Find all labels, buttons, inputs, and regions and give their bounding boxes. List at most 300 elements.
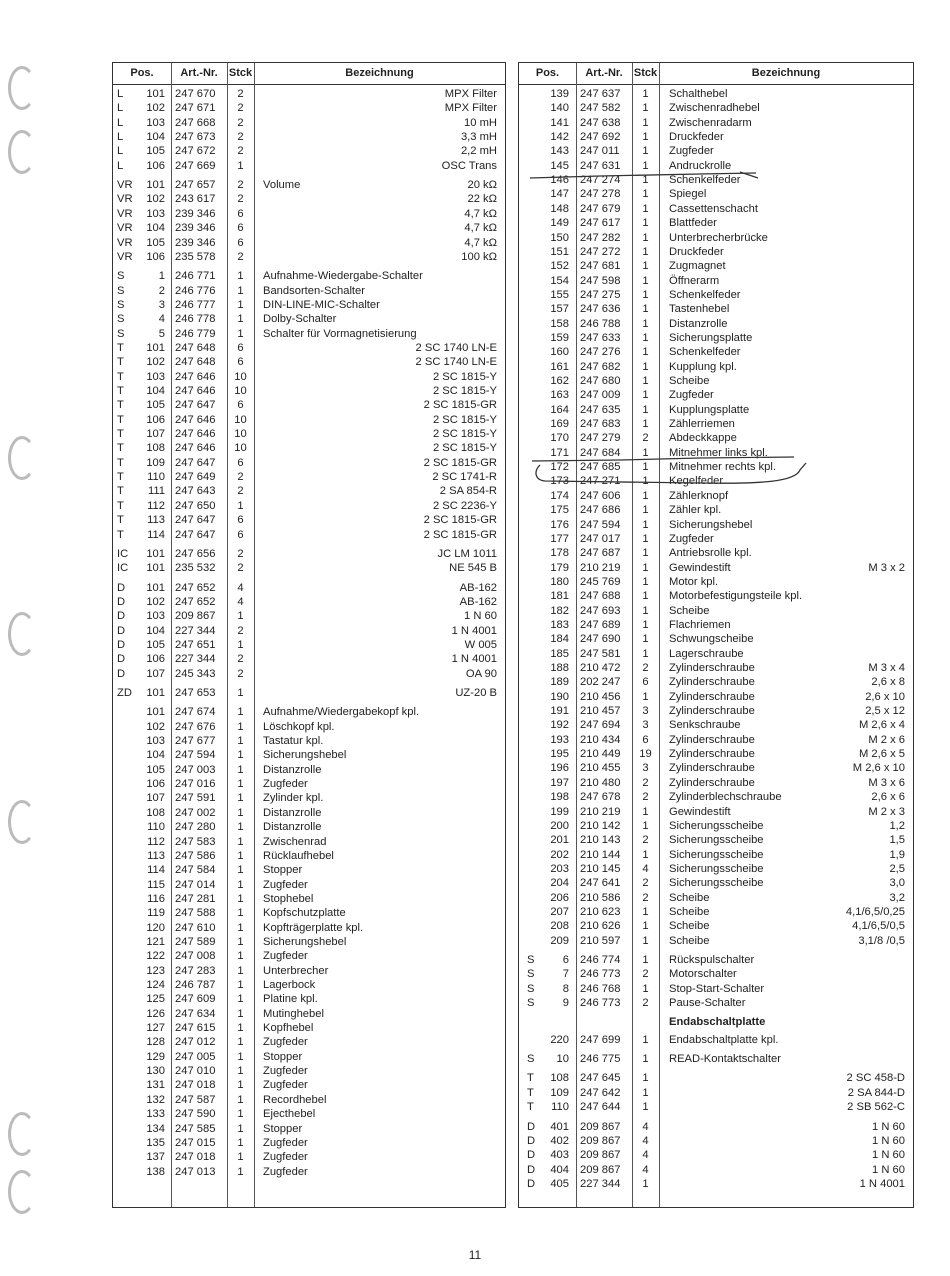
quantity: 2 [642, 877, 649, 890]
quantity: 3 [642, 705, 649, 718]
quantity: 1 [237, 950, 244, 963]
article-number: 247 647 [175, 399, 216, 412]
pos-number: 178 [550, 547, 569, 560]
description: Platine kpl. [263, 993, 318, 1006]
pos-number: 162 [550, 375, 569, 387]
quantity: 1 [237, 327, 244, 340]
description: Lagerschraube [669, 647, 744, 660]
pos-number: 104 [146, 749, 165, 762]
article-number: 247 582 [580, 102, 621, 115]
description: Sicherungsscheibe [669, 834, 764, 847]
description: Zugfeder [263, 1165, 308, 1178]
spec-value: M 3 x 2 [868, 561, 905, 574]
header-pos: Pos. [535, 67, 560, 79]
description: Gewindestift [669, 805, 731, 818]
quantity: 1 [642, 532, 649, 545]
quantity: 1 [642, 547, 649, 560]
quantity: 1 [642, 475, 649, 488]
pos-prefix: L [117, 116, 124, 129]
article-number: 247 653 [175, 687, 216, 699]
header-desc: Bezeichnung [345, 67, 414, 79]
quantity: 10 [234, 385, 247, 397]
pos-number: 206 [550, 891, 569, 904]
article-number: 247 641 [580, 877, 621, 890]
pos-prefix: D [117, 595, 126, 608]
quantity: 2 [237, 624, 244, 637]
quantity: 1 [642, 575, 649, 588]
pos-prefix: T [117, 428, 124, 441]
description: Zylinderblechschraube [669, 791, 782, 804]
quantity: 1 [642, 905, 649, 918]
description: DIN-LINE-MIC-Schalter [263, 298, 380, 311]
pos-number: 106 [146, 653, 165, 666]
quantity: 1 [237, 687, 244, 699]
description: Zugfeder [263, 1036, 308, 1049]
pos-number: 103 [146, 610, 165, 623]
quantity: 1 [237, 720, 244, 733]
article-number: 247 645 [580, 1072, 621, 1085]
article-number: 246 779 [175, 327, 216, 340]
quantity: 1 [642, 260, 649, 273]
pos-number: 141 [550, 116, 569, 129]
article-number: 247 682 [580, 360, 621, 373]
pos-prefix: L [117, 145, 124, 158]
pos-number: 133 [146, 1108, 165, 1121]
quantity: 1 [642, 633, 649, 646]
pos-number: 184 [550, 633, 569, 646]
pos-number: 115 [147, 878, 165, 891]
pos-number: 404 [550, 1163, 569, 1176]
spec-value: 2 SC 1815-GR [423, 399, 497, 412]
quantity: 19 [639, 748, 652, 761]
quantity: 1 [237, 1093, 244, 1106]
description: Zylinderschraube [669, 705, 755, 718]
article-number: 209 867 [580, 1149, 621, 1162]
pos-number: 9 [562, 997, 569, 1010]
description: Scheibe [669, 604, 710, 617]
article-number: 210 623 [580, 905, 621, 918]
article-number: 247 594 [175, 749, 216, 762]
article-number: 247 646 [175, 442, 216, 455]
spec-value: JC LM 1011 [437, 547, 497, 560]
article-number: 247 635 [580, 403, 621, 416]
description: Schenkelfeder [669, 288, 741, 301]
pos-number: 4 [158, 313, 165, 326]
quantity: 1 [642, 1086, 649, 1099]
quantity: 1 [642, 982, 649, 995]
quantity: 1 [237, 763, 244, 776]
spec-value: 20 kΩ [467, 179, 497, 192]
article-number: 247 272 [580, 245, 621, 258]
pos-number: 112 [147, 499, 165, 512]
spec-value: 3,3 mH [460, 131, 497, 144]
pos-number: 122 [146, 950, 165, 963]
article-number: 247 673 [175, 131, 216, 144]
spec-value: 2 SB 562-C [847, 1101, 905, 1114]
article-number: 210 455 [580, 762, 621, 775]
article-number: 247 684 [580, 446, 621, 459]
pos-prefix: T [117, 456, 124, 469]
quantity: 1 [642, 202, 649, 215]
quantity: 6 [237, 236, 244, 249]
quantity: 1 [642, 331, 649, 344]
article-number: 247 280 [175, 821, 216, 834]
quantity: 3 [642, 762, 649, 775]
pos-prefix: S [117, 270, 125, 283]
description: Schenkelfeder [669, 174, 741, 187]
spec-value: 2 SC 1740 LN-E [415, 356, 497, 369]
pos-prefix: L [117, 102, 124, 115]
pos-prefix: IC [117, 547, 129, 560]
quantity: 1 [237, 1122, 244, 1135]
article-number: 247 005 [175, 1050, 216, 1063]
spec-value: M 3 x 4 [868, 662, 905, 674]
pos-number: 164 [550, 403, 569, 416]
article-number: 247 648 [175, 341, 216, 354]
pos-number: 172 [550, 461, 569, 474]
quantity: 1 [642, 604, 649, 617]
article-number: 210 145 [580, 862, 621, 875]
description: Zylinderschraube [669, 676, 755, 689]
pos-number: 105 [146, 399, 165, 412]
pos-number: 146 [550, 174, 569, 187]
article-number: 247 018 [175, 1151, 216, 1164]
pos-number: 157 [550, 303, 569, 316]
spec-value: W 005 [464, 638, 497, 651]
article-number: 247 652 [175, 595, 216, 608]
description: Kegelfeder [669, 475, 724, 488]
article-number: 247 676 [175, 720, 216, 733]
pos-number: 152 [550, 260, 569, 273]
article-number: 247 015 [175, 1136, 216, 1149]
article-number: 209 867 [175, 610, 216, 623]
pos-number: 112 [147, 835, 165, 848]
article-number: 247 668 [175, 116, 216, 129]
description: Zwischenradarm [669, 116, 752, 129]
article-number: 247 283 [175, 964, 216, 977]
pos-number: 101 [146, 547, 165, 560]
description: Unterbrecher [263, 964, 329, 977]
quantity: 1 [237, 1036, 244, 1049]
pos-prefix: T [117, 370, 124, 383]
article-number: 247 581 [580, 647, 621, 660]
article-number: 247 670 [175, 88, 216, 100]
article-number: 247 587 [175, 1093, 216, 1106]
description: Cassettenschacht [669, 202, 758, 215]
description: Scheibe [669, 905, 710, 918]
pos-number: 121 [146, 935, 165, 948]
quantity: 4 [642, 1120, 649, 1133]
description: Distanzrolle [263, 821, 322, 834]
spec-value: 3,1/8 /0,5 [858, 934, 905, 947]
pos-number: 130 [146, 1065, 165, 1078]
spec-value: OSC Trans [441, 159, 497, 172]
article-number: 247 679 [580, 202, 621, 215]
pos-number: 203 [550, 862, 569, 875]
quantity: 1 [642, 116, 649, 129]
description: Andruckrolle [669, 159, 732, 172]
description: Stopper [263, 1050, 303, 1063]
description: Distanzrolle [263, 806, 322, 819]
pos-number: 106 [146, 778, 165, 791]
article-number: 247 642 [580, 1086, 621, 1099]
pos-number: 209 [550, 934, 569, 947]
description: Zugfeder [263, 1136, 308, 1149]
quantity: 1 [237, 778, 244, 791]
pos-number: 401 [550, 1120, 569, 1133]
article-number: 235 532 [175, 562, 216, 575]
spec-value: M 2,6 x 4 [858, 719, 905, 732]
pos-number: 170 [550, 432, 569, 445]
article-number: 247 669 [175, 159, 216, 172]
article-number: 243 617 [175, 193, 216, 206]
pos-number: 190 [550, 690, 569, 703]
pos-prefix: S [117, 327, 125, 340]
spec-value: 1,9 [889, 848, 905, 861]
description: Sicherungsplatte [669, 331, 753, 344]
quantity: 2 [237, 145, 244, 158]
pos-number: 175 [550, 504, 569, 517]
description: Recordhebel [263, 1093, 327, 1106]
quantity: 10 [234, 442, 247, 455]
header-qty: Stck [228, 67, 253, 79]
pos-number: 106 [146, 413, 165, 426]
spec-value: MPX Filter [444, 102, 497, 115]
article-number: 247 585 [175, 1122, 216, 1135]
quantity: 6 [642, 733, 649, 746]
article-number: 247 017 [580, 532, 621, 545]
quantity: 2 [237, 88, 244, 100]
spec-value: 2,2 mH [460, 145, 497, 158]
quantity: 2 [642, 791, 649, 804]
article-number: 247 693 [580, 604, 621, 617]
article-number: 247 018 [175, 1079, 216, 1092]
quantity: 2 [642, 776, 649, 789]
pos-number: 128 [146, 1036, 165, 1049]
pos-number: 101 [146, 581, 165, 594]
article-number: 247 609 [175, 993, 216, 1006]
pos-prefix: S [117, 298, 125, 311]
spec-value: 2 SA 854-R [439, 485, 497, 498]
pos-prefix: IC [117, 562, 129, 575]
article-number: 227 344 [175, 624, 216, 637]
pos-number: 207 [550, 905, 569, 918]
article-number: 247 013 [175, 1165, 216, 1178]
quantity: 1 [642, 954, 649, 966]
pos-number: 101 [146, 562, 165, 575]
article-number: 247 008 [175, 950, 216, 963]
pos-number: 103 [146, 116, 165, 129]
article-number: 247 677 [175, 735, 216, 748]
spec-value: 1,5 [889, 834, 905, 847]
description: Zugfeder [263, 778, 308, 791]
quantity: 1 [642, 920, 649, 933]
article-number: 247 606 [580, 489, 621, 502]
description: Druckfeder [669, 245, 724, 258]
spec-value: 1 N 60 [464, 610, 497, 623]
article-number: 247 647 [175, 456, 216, 469]
quantity: 1 [237, 979, 244, 991]
pos-number: 102 [146, 720, 165, 733]
pos-number: 107 [146, 792, 165, 805]
quantity: 6 [237, 528, 244, 541]
article-number: 235 578 [175, 250, 216, 263]
spec-value: 2 SC 1815-GR [423, 528, 497, 541]
spec-value: 3,2 [889, 891, 905, 904]
quantity: 2 [237, 250, 244, 263]
quantity: 6 [237, 514, 244, 527]
quantity: 1 [642, 461, 649, 474]
spec-value: 4,7 kΩ [464, 222, 497, 235]
article-number: 247 649 [175, 471, 216, 484]
pos-number: 116 [147, 892, 165, 905]
spec-value: 2,6 x 8 [871, 676, 905, 689]
spec-value: 1,2 [889, 819, 905, 832]
pos-number: 110 [147, 471, 165, 484]
quantity: 1 [237, 964, 244, 977]
quantity: 6 [237, 399, 244, 412]
description: Scheibe [669, 934, 710, 947]
description: Antriebsrolle kpl. [669, 547, 752, 560]
description: Mitnehmer links kpl. [669, 446, 768, 459]
pos-number: 103 [146, 370, 165, 383]
spec-value: 100 kΩ [461, 250, 497, 263]
quantity: 2 [237, 485, 244, 498]
quantity: 1 [237, 907, 244, 920]
quantity: 1 [642, 274, 649, 287]
pos-prefix: D [117, 610, 126, 623]
quantity: 1 [237, 892, 244, 905]
description: Zugmagnet [669, 260, 726, 273]
spec-value: 4,1/6,5/0,25 [845, 905, 905, 918]
pos-number: 188 [550, 662, 569, 674]
description: Sicherungshebel [263, 749, 347, 762]
pos-prefix: D [527, 1120, 536, 1133]
pos-prefix: D [117, 581, 126, 594]
pos-number: 129 [146, 1050, 165, 1063]
article-number: 227 344 [175, 653, 216, 666]
quantity: 1 [237, 821, 244, 834]
description: Sicherungshebel [669, 518, 753, 531]
pos-number: 193 [550, 733, 569, 746]
pos-number: 143 [550, 145, 569, 158]
article-number: 247 647 [175, 514, 216, 527]
quantity: 4 [237, 581, 244, 594]
article-number: 247 016 [175, 778, 216, 791]
pos-prefix: VR [117, 193, 133, 206]
pos-number: 105 [146, 763, 165, 776]
quantity: 4 [642, 1149, 649, 1162]
pos-number: 102 [146, 102, 165, 115]
description: Lagerbock [263, 979, 316, 991]
pos-number: 208 [550, 920, 569, 933]
description: Tastenhebel [669, 303, 730, 316]
spec-value: MPX Filter [444, 88, 497, 100]
pos-number: 163 [550, 389, 569, 402]
article-number: 210 142 [580, 819, 621, 832]
pos-number: 113 [147, 849, 165, 862]
spec-value: UZ-20 B [455, 687, 497, 699]
description: Schalthebel [669, 88, 728, 100]
quantity: 4 [642, 1163, 649, 1176]
article-number: 247 685 [580, 461, 621, 474]
description: Unterbrecherbrücke [669, 231, 768, 244]
article-number: 247 647 [175, 528, 216, 541]
quantity: 10 [234, 428, 247, 441]
article-number: 246 777 [175, 298, 216, 311]
pos-number: 142 [550, 131, 569, 144]
pos-prefix: D [117, 653, 126, 666]
quantity: 2 [237, 193, 244, 206]
pos-number: 103 [146, 207, 165, 220]
quantity: 1 [237, 792, 244, 805]
article-number: 210 219 [580, 805, 621, 818]
quantity: 1 [237, 806, 244, 819]
pos-number: 119 [147, 907, 165, 920]
quantity: 2 [237, 116, 244, 129]
spec-value: 2,6 x 10 [865, 690, 905, 703]
article-number: 247 583 [175, 835, 216, 848]
description: Pause-Schalter [669, 997, 746, 1010]
description: Endabschaltplatte [669, 1016, 766, 1029]
description: Zwischenrad [263, 835, 327, 848]
quantity: 1 [642, 590, 649, 603]
description: Gewindestift [669, 561, 731, 574]
pos-number: 176 [550, 518, 569, 531]
spec-value: 1 N 4001 [451, 653, 497, 666]
pos-prefix: VR [117, 222, 133, 235]
pos-number: 197 [550, 776, 569, 789]
pos-prefix: T [527, 1072, 534, 1085]
description: Stop-Start-Schalter [669, 982, 765, 995]
quantity: 1 [642, 403, 649, 416]
quantity: 3 [642, 719, 649, 732]
spec-value: 22 kΩ [467, 193, 497, 206]
article-number: 247 591 [175, 792, 216, 805]
quantity: 1 [237, 1050, 244, 1063]
article-number: 247 699 [580, 1033, 621, 1046]
pos-prefix: T [527, 1101, 534, 1114]
article-number: 247 683 [580, 418, 621, 431]
article-number: 247 598 [580, 274, 621, 287]
quantity: 1 [642, 489, 649, 502]
article-number: 210 456 [580, 690, 621, 703]
pos-number: 110 [551, 1101, 569, 1114]
quantity: 2 [642, 662, 649, 674]
spec-value: 4,7 kΩ [464, 207, 497, 220]
spec-value: 2 SC 458-D [846, 1072, 905, 1085]
article-number: 209 867 [580, 1134, 621, 1147]
quantity: 1 [642, 934, 649, 947]
article-number: 246 776 [175, 284, 216, 297]
article-number: 247 276 [580, 346, 621, 359]
spec-value: 2 SC 1815-Y [432, 385, 497, 397]
quantity: 2 [237, 653, 244, 666]
pos-number: 160 [550, 346, 569, 359]
pos-number: 138 [146, 1165, 165, 1178]
pos-number: 189 [550, 676, 569, 689]
article-number: 247 594 [580, 518, 621, 531]
pos-number: 202 [550, 848, 569, 861]
pos-prefix: VR [117, 250, 133, 263]
article-number: 247 586 [175, 849, 216, 862]
article-number: 247 646 [175, 413, 216, 426]
pos-number: 5 [158, 327, 165, 340]
article-number: 210 143 [580, 834, 621, 847]
quantity: 1 [237, 610, 244, 623]
article-number: 247 646 [175, 370, 216, 383]
spec-value: OA 90 [465, 667, 497, 680]
